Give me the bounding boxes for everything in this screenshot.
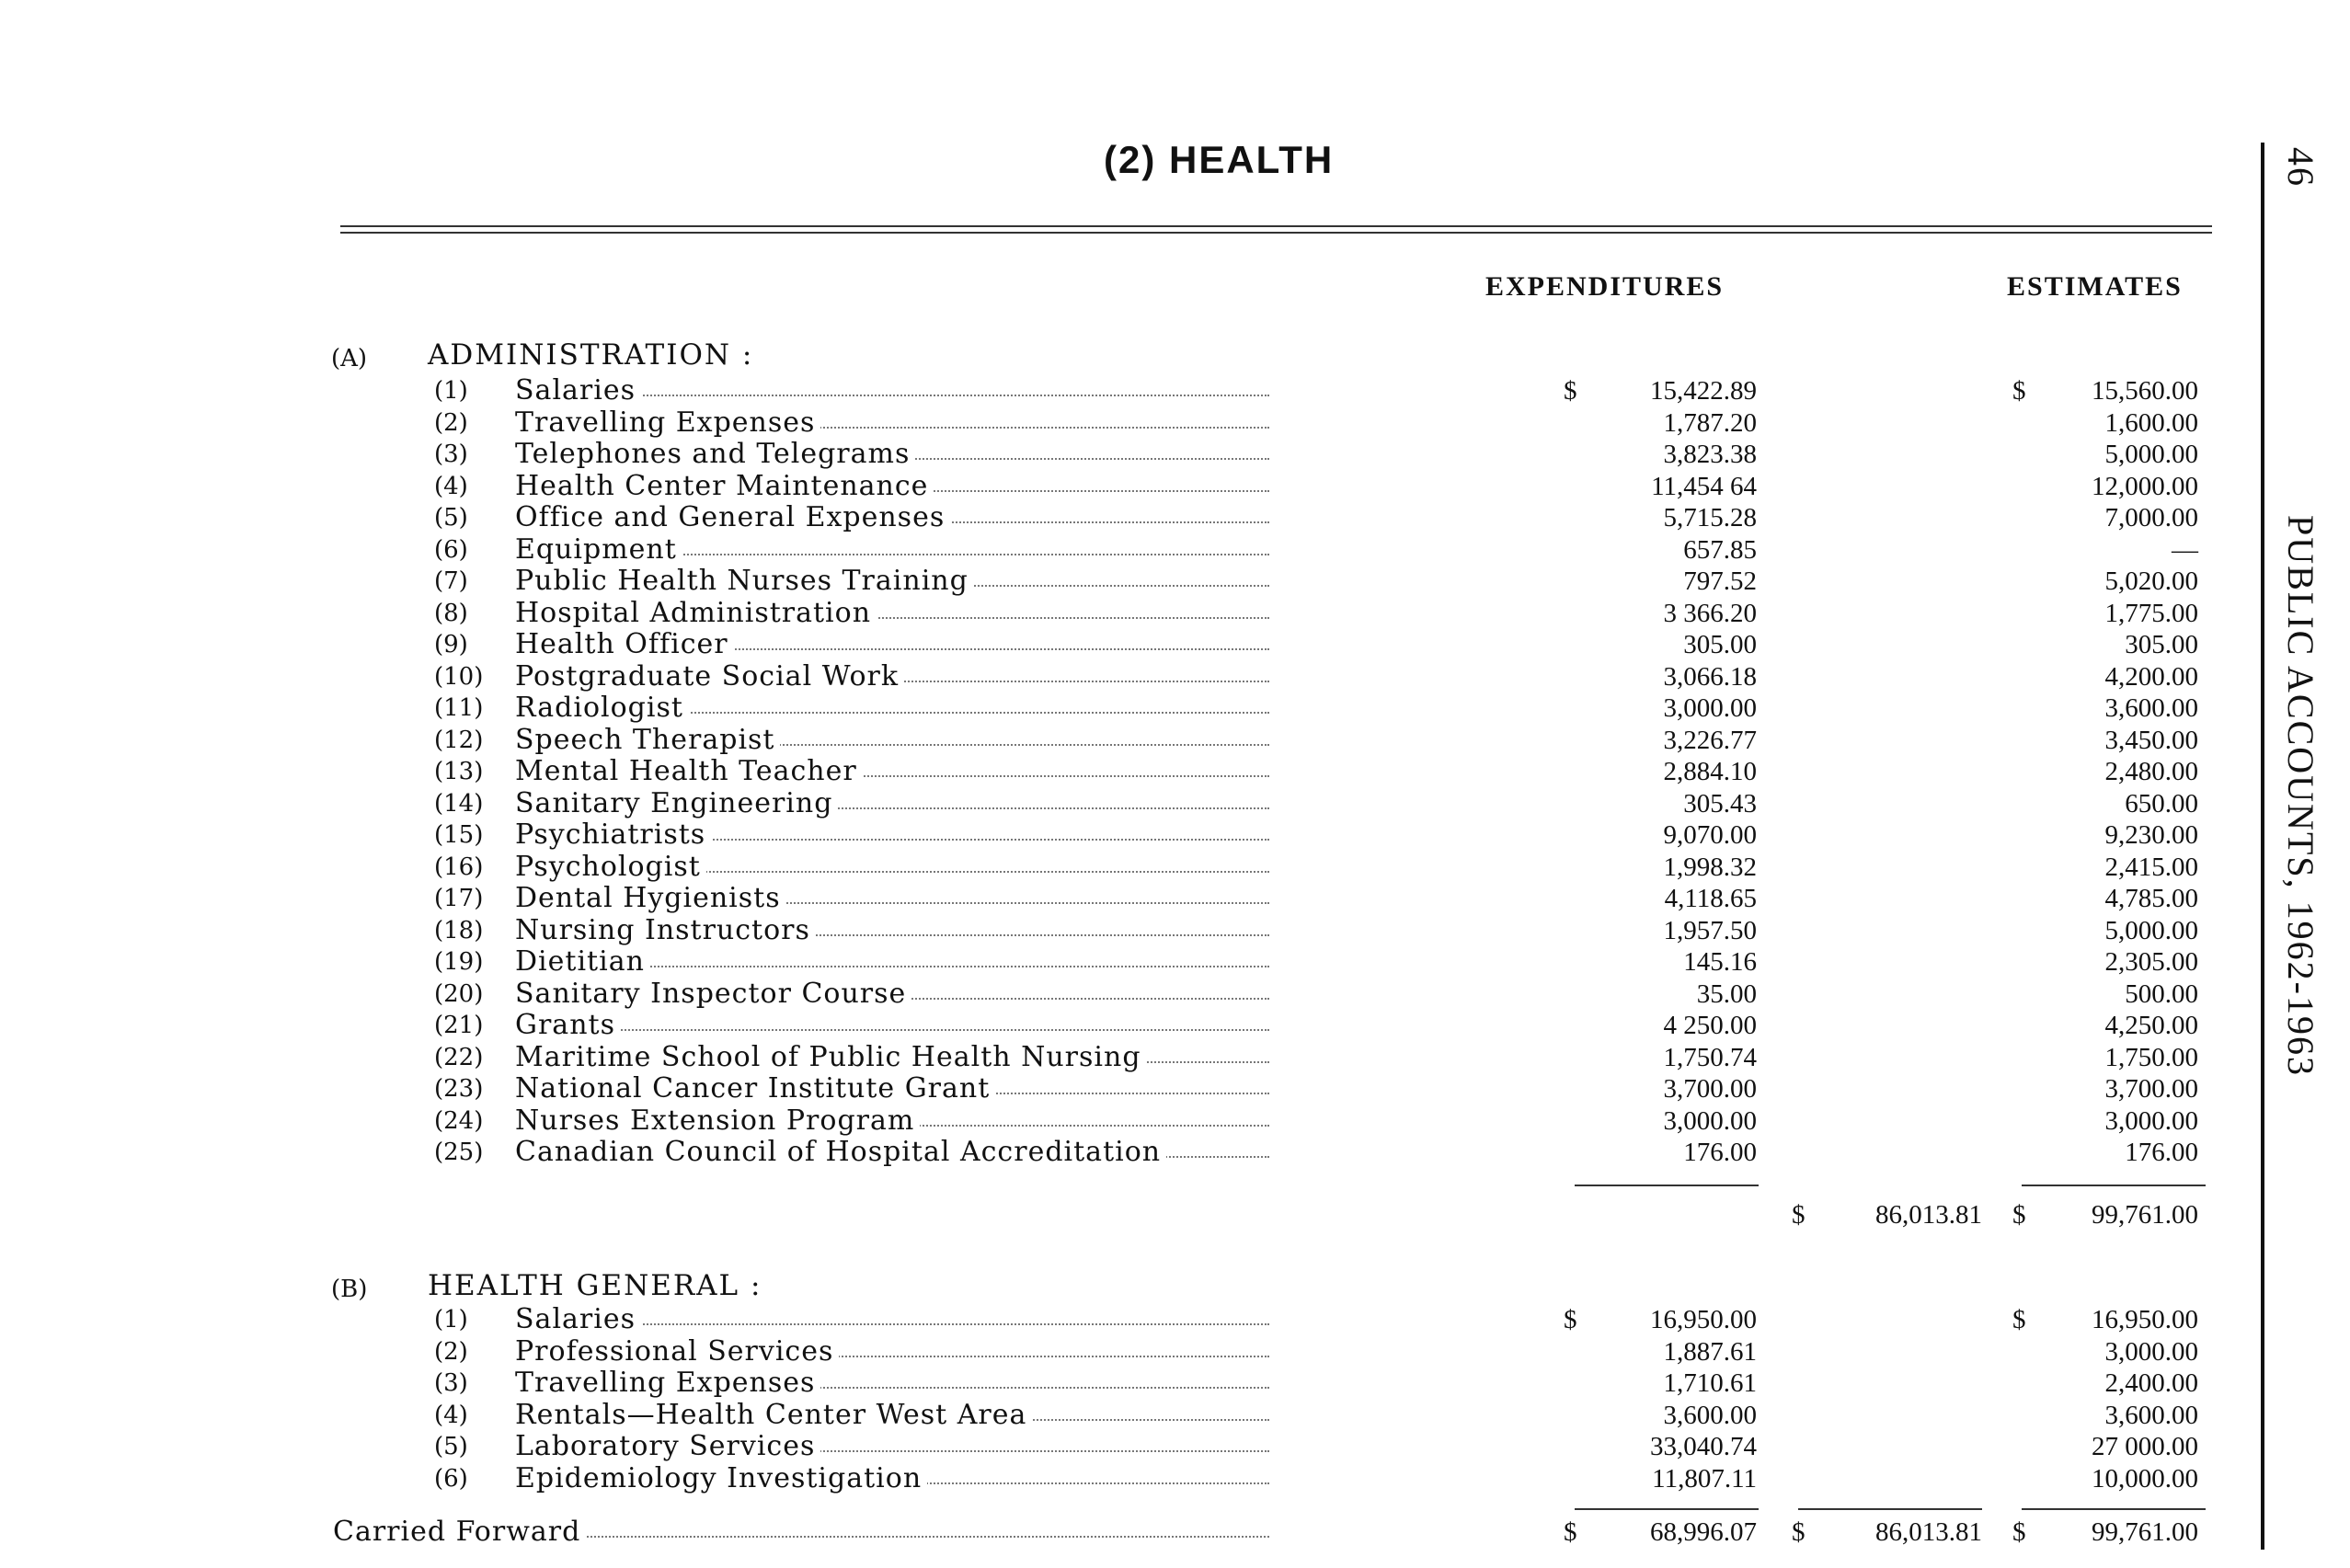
item-label: Salaries — [515, 374, 641, 406]
list-item — [0, 565, 2350, 596]
item-label: Epidemiology Investigation — [515, 1462, 927, 1494]
item-label: Travelling Expenses — [515, 1367, 820, 1399]
item-expenditure: 176.00 — [1683, 1138, 1757, 1167]
item-estimate: 27 000.00 — [2092, 1432, 2198, 1461]
list-item — [0, 660, 2350, 692]
item-estimate: 305.00 — [2125, 630, 2198, 659]
item-expenditure: 1,957.50 — [1663, 915, 1757, 945]
currency-symbol: $ — [1564, 376, 1577, 406]
item-expenditure: 797.52 — [1683, 567, 1757, 596]
item-estimate: 2,400.00 — [2104, 1368, 2198, 1398]
item-number: (3) — [434, 1369, 468, 1397]
item-expenditure: 3,066.18 — [1663, 661, 1757, 692]
list-item — [0, 787, 2350, 818]
item-label: Psychiatrists — [515, 818, 711, 851]
item-label: Equipment — [515, 533, 682, 566]
item-estimate: 5,020.00 — [2104, 567, 2198, 596]
item-estimate: 7,000.00 — [2104, 503, 2198, 532]
total-rule — [1575, 1508, 1759, 1510]
item-number: (11) — [434, 694, 484, 722]
currency-symbol: $ — [2012, 1305, 2026, 1334]
list-item — [0, 406, 2350, 438]
page-number: 46 — [2280, 147, 2321, 188]
item-label: Hospital Administration — [515, 597, 877, 629]
list-item — [0, 597, 2350, 628]
item-number: (20) — [434, 979, 484, 1008]
item-label: Psychologist — [515, 851, 706, 883]
header-rule — [340, 225, 2212, 227]
item-expenditure: 305.43 — [1683, 788, 1757, 818]
item-label: Nurses Extension Program — [515, 1104, 920, 1137]
total-rule — [2022, 1508, 2206, 1510]
item-number: (3) — [434, 441, 468, 468]
currency-symbol: $ — [2012, 376, 2026, 406]
item-expenditure: 145.16 — [1683, 947, 1757, 977]
list-item — [0, 1367, 2350, 1398]
estimates-column-header: ESTIMATES — [2007, 271, 2183, 302]
item-expenditure: 33,040.74 — [1650, 1432, 1757, 1461]
list-item — [0, 724, 2350, 755]
item-number: (8) — [434, 599, 468, 627]
carried-forward-estimate: 99,761.00 — [2092, 1517, 2198, 1547]
item-number: (12) — [434, 726, 484, 754]
item-label: Laboratory Services — [515, 1430, 820, 1462]
item-estimate: 10,000.00 — [2092, 1463, 2198, 1494]
item-estimate: 12,000.00 — [2092, 471, 2198, 501]
currency-symbol: $ — [1792, 1517, 1805, 1547]
item-estimate: 1,600.00 — [2104, 407, 2198, 438]
item-estimate: 3,600.00 — [2104, 693, 2198, 723]
item-number: (17) — [434, 885, 484, 912]
item-number: (2) — [434, 408, 468, 437]
list-item — [0, 978, 2350, 1009]
item-number: (24) — [434, 1106, 484, 1135]
list-item — [0, 1430, 2350, 1461]
item-number: (14) — [434, 789, 484, 818]
item-estimate: 500.00 — [2125, 979, 2198, 1009]
section-a-total-estimate: 99,761.00 — [2092, 1200, 2198, 1230]
item-estimate: 4,250.00 — [2104, 1011, 2198, 1040]
item-expenditure: 11,807.11 — [1652, 1463, 1757, 1494]
item-expenditure: 5,715.28 — [1663, 503, 1757, 532]
list-item — [0, 1072, 2350, 1104]
item-expenditure: 1,787.20 — [1663, 407, 1757, 438]
currency-symbol: $ — [2012, 1517, 2026, 1547]
item-expenditure: 3,000.00 — [1663, 693, 1757, 723]
item-label: Salaries — [515, 1303, 641, 1335]
item-number: (21) — [434, 1012, 484, 1039]
item-estimate: 15,560.00 — [2092, 376, 2198, 406]
item-expenditure: 1,887.61 — [1663, 1336, 1757, 1367]
currency-symbol: $ — [1792, 1200, 1805, 1230]
item-estimate: 1,775.00 — [2104, 598, 2198, 628]
item-label: Speech Therapist — [515, 724, 780, 756]
item-number: (6) — [434, 1464, 468, 1493]
item-estimate: 1,750.00 — [2104, 1042, 2198, 1072]
section-b-letter: (B) — [331, 1276, 368, 1303]
item-label: Radiologist — [515, 692, 689, 724]
item-expenditure: 305.00 — [1683, 630, 1757, 659]
running-title: PUBLIC ACCOUNTS, 1962-1963 — [2280, 515, 2321, 1077]
item-expenditure: 1,750.74 — [1663, 1042, 1757, 1072]
list-item — [0, 1041, 2350, 1072]
item-estimate: 16,950.00 — [2092, 1305, 2198, 1334]
item-expenditure: 11,454 64 — [1651, 471, 1757, 501]
item-number: (5) — [434, 1433, 468, 1460]
section-a-heading: ADMINISTRATION : — [428, 338, 754, 372]
section-a-total-expenditure: 86,013.81 — [1875, 1200, 1982, 1230]
item-number: (9) — [434, 631, 468, 658]
header-rule — [340, 232, 2212, 234]
item-label: Office and General Expenses — [515, 501, 950, 533]
item-number: (22) — [434, 1043, 484, 1071]
item-estimate: 176.00 — [2125, 1138, 2198, 1167]
item-number: (13) — [434, 758, 484, 785]
list-item — [0, 851, 2350, 882]
total-rule — [1798, 1508, 1982, 1510]
currency-symbol: $ — [1564, 1517, 1577, 1547]
item-number: (4) — [434, 1401, 468, 1429]
item-number: (4) — [434, 472, 468, 500]
expenditures-column-header: EXPENDITURES — [1485, 271, 1725, 302]
list-item — [0, 470, 2350, 501]
item-estimate: — — [2172, 534, 2198, 565]
item-estimate: 5,000.00 — [2104, 915, 2198, 945]
item-number: (15) — [434, 821, 484, 849]
item-estimate: 4,785.00 — [2104, 884, 2198, 913]
item-label: Sanitary Inspector Course — [515, 978, 911, 1010]
item-number: (10) — [434, 662, 484, 691]
list-item — [0, 1335, 2350, 1367]
item-number: (1) — [434, 1306, 468, 1333]
item-estimate: 3,000.00 — [2104, 1105, 2198, 1136]
section-a-letter: (A) — [331, 345, 368, 372]
item-expenditure: 3,226.77 — [1663, 725, 1757, 755]
item-label: Dietitian — [515, 945, 650, 978]
item-number: (25) — [434, 1139, 484, 1166]
list-item — [0, 1136, 2350, 1167]
list-item — [0, 628, 2350, 659]
item-expenditure: 9,070.00 — [1663, 820, 1757, 850]
item-label: Nursing Instructors — [515, 914, 816, 946]
item-estimate: 3,600.00 — [2104, 1400, 2198, 1430]
item-expenditure: 3,600.00 — [1663, 1400, 1757, 1430]
item-expenditure: 657.85 — [1683, 534, 1757, 565]
list-item — [0, 1009, 2350, 1040]
list-item — [0, 1104, 2350, 1136]
item-label: Health Center Maintenance — [515, 470, 934, 502]
item-expenditure: 1,710.61 — [1663, 1368, 1757, 1398]
list-item — [0, 501, 2350, 532]
subtotal-rule — [1575, 1185, 1759, 1186]
item-estimate: 5,000.00 — [2104, 440, 2198, 469]
currency-symbol: $ — [1564, 1305, 1577, 1334]
item-number: (1) — [434, 377, 468, 405]
list-item — [0, 755, 2350, 786]
item-expenditure: 4 250.00 — [1663, 1011, 1757, 1040]
item-estimate: 2,480.00 — [2104, 757, 2198, 786]
item-label: Maritime School of Public Health Nursing — [515, 1041, 1147, 1073]
item-estimate: 3,450.00 — [2104, 725, 2198, 755]
item-number: (18) — [434, 916, 484, 944]
item-number: (23) — [434, 1075, 484, 1103]
list-item — [0, 438, 2350, 469]
section-b-heading: HEALTH GENERAL : — [428, 1269, 762, 1302]
item-label: Travelling Expenses — [515, 406, 820, 439]
carried-forward-label: Carried Forward — [333, 1516, 586, 1548]
item-expenditure: 3 366.20 — [1663, 598, 1757, 628]
carried-forward-expenditure: 68,996.07 — [1650, 1517, 1757, 1547]
item-label: Mental Health Teacher — [515, 755, 863, 787]
item-estimate: 3,000.00 — [2104, 1336, 2198, 1367]
item-label: Grants — [515, 1009, 621, 1041]
item-label: Telephones and Telegrams — [515, 438, 915, 470]
list-item — [0, 1462, 2350, 1494]
list-item — [0, 1303, 2350, 1334]
item-expenditure: 15,422.89 — [1650, 376, 1757, 406]
list-item — [0, 882, 2350, 913]
item-number: (19) — [434, 948, 484, 976]
item-label: Sanitary Engineering — [515, 787, 838, 819]
item-expenditure: 3,700.00 — [1663, 1074, 1757, 1104]
item-number: (5) — [434, 504, 468, 532]
currency-symbol: $ — [2012, 1200, 2026, 1230]
item-expenditure: 35.00 — [1696, 979, 1757, 1009]
subtotal-rule — [2022, 1185, 2206, 1186]
list-item — [0, 818, 2350, 850]
item-expenditure: 3,823.38 — [1663, 440, 1757, 469]
list-item — [0, 374, 2350, 406]
item-label: Public Health Nurses Training — [515, 565, 974, 597]
item-number: (16) — [434, 853, 484, 881]
item-label: Dental Hygienists — [515, 882, 786, 914]
list-item — [0, 692, 2350, 723]
item-expenditure: 16,950.00 — [1650, 1305, 1757, 1334]
list-item — [0, 1399, 2350, 1430]
item-estimate: 4,200.00 — [2104, 661, 2198, 692]
item-estimate: 2,415.00 — [2104, 852, 2198, 882]
leader-dots — [515, 1029, 1269, 1031]
item-number: (7) — [434, 567, 468, 595]
item-estimate: 650.00 — [2125, 788, 2198, 818]
item-expenditure: 3,000.00 — [1663, 1105, 1757, 1136]
list-item — [0, 945, 2350, 977]
item-label: Postgraduate Social Work — [515, 660, 904, 692]
item-label: Canadian Council of Hospital Accreditation — [515, 1136, 1166, 1168]
item-number: (6) — [434, 535, 468, 564]
item-label: Health Officer — [515, 628, 734, 660]
item-estimate: 3,700.00 — [2104, 1074, 2198, 1104]
item-number: (2) — [434, 1337, 468, 1366]
carried-forward-total: 86,013.81 — [1875, 1517, 1982, 1547]
item-estimate: 2,305.00 — [2104, 947, 2198, 977]
page-title: (2) HEALTH — [1104, 138, 1335, 181]
item-expenditure: 2,884.10 — [1663, 757, 1757, 786]
item-label: National Cancer Institute Grant — [515, 1072, 995, 1104]
list-item — [0, 533, 2350, 565]
item-expenditure: 4,118.65 — [1664, 884, 1757, 913]
item-label: Rentals—Health Center West Area — [515, 1399, 1032, 1431]
list-item — [0, 914, 2350, 945]
item-label: Professional Services — [515, 1335, 839, 1368]
item-estimate: 9,230.00 — [2104, 820, 2198, 850]
carried-forward-row — [0, 1516, 2350, 1547]
item-expenditure: 1,998.32 — [1663, 852, 1757, 882]
